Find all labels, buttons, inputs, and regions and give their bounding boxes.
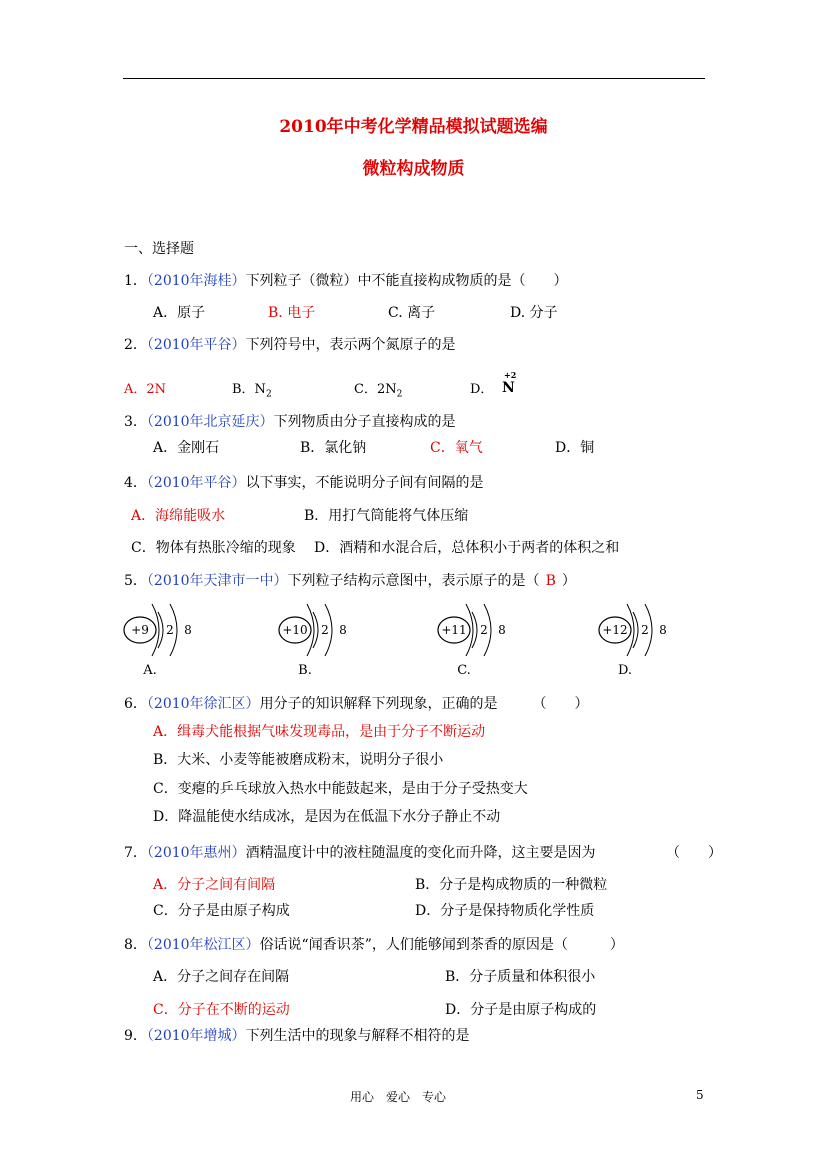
q8-option-b: B．分子质量和体积很小 xyxy=(445,969,596,985)
page-subtitle: 微粒构成物质 xyxy=(362,159,465,179)
question-number: 4． xyxy=(124,475,147,491)
question-text: 用分子的知识解释下列现象，正确的是 （ ） xyxy=(259,696,589,712)
q1-option-a: A．原子 xyxy=(153,305,206,321)
question-source: （2010年松江区） xyxy=(146,937,260,953)
q3-option-d: D．铜 xyxy=(555,440,595,456)
question-number: 8． xyxy=(124,937,147,953)
shell-electron-count: 2 xyxy=(166,623,174,637)
question-source: （2010年天津市一中） xyxy=(146,573,288,589)
q7-option-a: A．分子之间有间隔 xyxy=(153,877,276,893)
question-source: （2010年增城） xyxy=(146,1028,246,1044)
question-text: 下列粒子结构示意图中，表示原子的是（ xyxy=(287,573,540,589)
question-source: （2010年北京延庆） xyxy=(146,414,274,430)
nucleus-charge: +11 xyxy=(441,623,467,637)
q4-option-b: B．用打气筒能将气体压缩 xyxy=(304,508,469,524)
question-number: 5． xyxy=(124,573,147,589)
page-title: 2010年中考化学精品模拟试题选编 xyxy=(279,117,548,137)
nucleus-charge: +9 xyxy=(131,623,149,637)
q7-option-d: D．分子是保持物质化学性质 xyxy=(415,903,595,919)
shell-electron-count: 2 xyxy=(641,623,649,637)
question-source: （2010年惠州） xyxy=(146,845,246,861)
diagram-label: C. xyxy=(457,663,471,678)
question-4 xyxy=(124,472,484,492)
question-number: 1． xyxy=(124,273,147,289)
diagram-label: A. xyxy=(143,663,157,678)
question-8 xyxy=(124,934,624,954)
question-1 xyxy=(124,270,568,290)
q7-answer-bracket: （ ） xyxy=(666,845,722,861)
q8-option-c: C．分子在不断的运动 xyxy=(153,1002,290,1018)
q2-option-c: C．$2N_2$ xyxy=(354,382,403,400)
question-source: （2010年海桂） xyxy=(146,273,246,289)
question-number: 7． xyxy=(124,845,147,861)
atom-diagram xyxy=(124,604,192,678)
q7-option-b: B．分子是构成物质的一种微粒 xyxy=(415,877,608,893)
shell-electron-count: 8 xyxy=(339,623,347,637)
section-heading: 一、选择题 xyxy=(124,241,194,257)
shell-electron-count: 2 xyxy=(480,623,488,637)
question-number: 3． xyxy=(124,414,147,430)
q1-option-c: C. 离子 xyxy=(388,305,436,321)
question-text: 下列生活中的现象与解释不相符的是 xyxy=(245,1028,470,1044)
shell-electron-count: 8 xyxy=(184,623,192,637)
question-6 xyxy=(124,693,589,713)
diagram-label: D. xyxy=(617,663,633,678)
q4-option-d: D．酒精和水混合后，总体积小于两者的体积之和 xyxy=(314,540,620,556)
question-number: 9． xyxy=(124,1028,147,1044)
page-footer: 用心 爱心 专心 xyxy=(350,1090,447,1104)
nucleus-charge: +12 xyxy=(602,623,628,637)
q2-option-b: B．$N_2$ xyxy=(232,382,272,400)
q2-option-d: D． xyxy=(470,382,494,397)
nucleus-charge: +10 xyxy=(282,623,308,637)
shell-electron-count: 8 xyxy=(659,623,667,637)
q6-option-d: D．降温能使水结成冰，是因为在低温下水分子静止不动 xyxy=(153,809,501,825)
header-rule xyxy=(123,78,705,79)
q1-option-d: D. 分子 xyxy=(510,305,558,321)
q6-option-c: C．变瘪的乒乓球放入热水中能鼓起来，是由于分子受热变大 xyxy=(153,781,528,797)
atom-diagram xyxy=(599,604,667,678)
question-text: 酒精温度计中的液柱随温度的变化而升降，这主要是因为 xyxy=(245,845,596,861)
atom-structure-diagrams xyxy=(118,596,708,682)
q6-option-a: A．缉毒犬能根据气味发现毒品，是由于分子不断运动 xyxy=(153,724,486,740)
atom-diagram xyxy=(279,604,347,678)
question-source: （2010年徐汇区） xyxy=(146,696,260,712)
q3-option-b: B．氯化钠 xyxy=(300,440,367,456)
shell-electron-count: 2 xyxy=(321,623,329,637)
question-text: 以下事实，不能说明分子间有间隔的是 xyxy=(245,475,484,491)
question-number: 6． xyxy=(124,696,147,712)
answer-mark: B xyxy=(545,573,556,589)
question-7 xyxy=(124,842,596,862)
q1-option-b: B. 电子 xyxy=(268,305,316,321)
q2-option-a: A．2N xyxy=(124,382,167,397)
question-text: 下列符号中，表示两个氮原子的是 xyxy=(245,337,456,353)
question-text: 下列物质由分子直接构成的是 xyxy=(273,414,456,430)
q2-element-symbol: N xyxy=(502,380,515,396)
q7-option-c: C．分子是由原子构成 xyxy=(153,903,290,919)
question-3 xyxy=(124,411,456,431)
question-2 xyxy=(124,334,456,354)
diagram-label: B. xyxy=(298,663,312,678)
question-number: 2． xyxy=(124,337,147,353)
shell-electron-count: 8 xyxy=(498,623,506,637)
page-number: 5 xyxy=(696,1088,704,1102)
question-text: 下列粒子（微粒）中不能直接构成物质的是（ ） xyxy=(245,273,568,289)
q8-option-a: A．分子之间存在间隔 xyxy=(153,969,290,985)
q4-option-a: A．海绵能吸水 xyxy=(131,508,226,524)
question-text: 俗话说“闻香识茶”，人们能够闻到茶香的原因是（ ） xyxy=(259,937,624,953)
question-9 xyxy=(124,1025,470,1045)
q2-charge-label: +2 xyxy=(504,370,517,380)
q3-option-c: C．氧气 xyxy=(430,440,483,456)
question-source: （2010年平谷） xyxy=(146,337,246,353)
q4-option-c: C．物体有热胀冷缩的现象 xyxy=(131,540,296,556)
question-5: 5．（2010年天津市一中）下列粒子结构示意图中，表示原子的是（ B ） xyxy=(124,573,576,589)
q6-option-b: B．大米、小麦等能被磨成粉末，说明分子很小 xyxy=(153,752,444,768)
atom-diagram xyxy=(438,604,506,678)
question-source: （2010年平谷） xyxy=(146,475,246,491)
q8-option-d: D．分子是由原子构成的 xyxy=(445,1002,597,1018)
q3-option-a: A．金刚石 xyxy=(153,440,220,456)
